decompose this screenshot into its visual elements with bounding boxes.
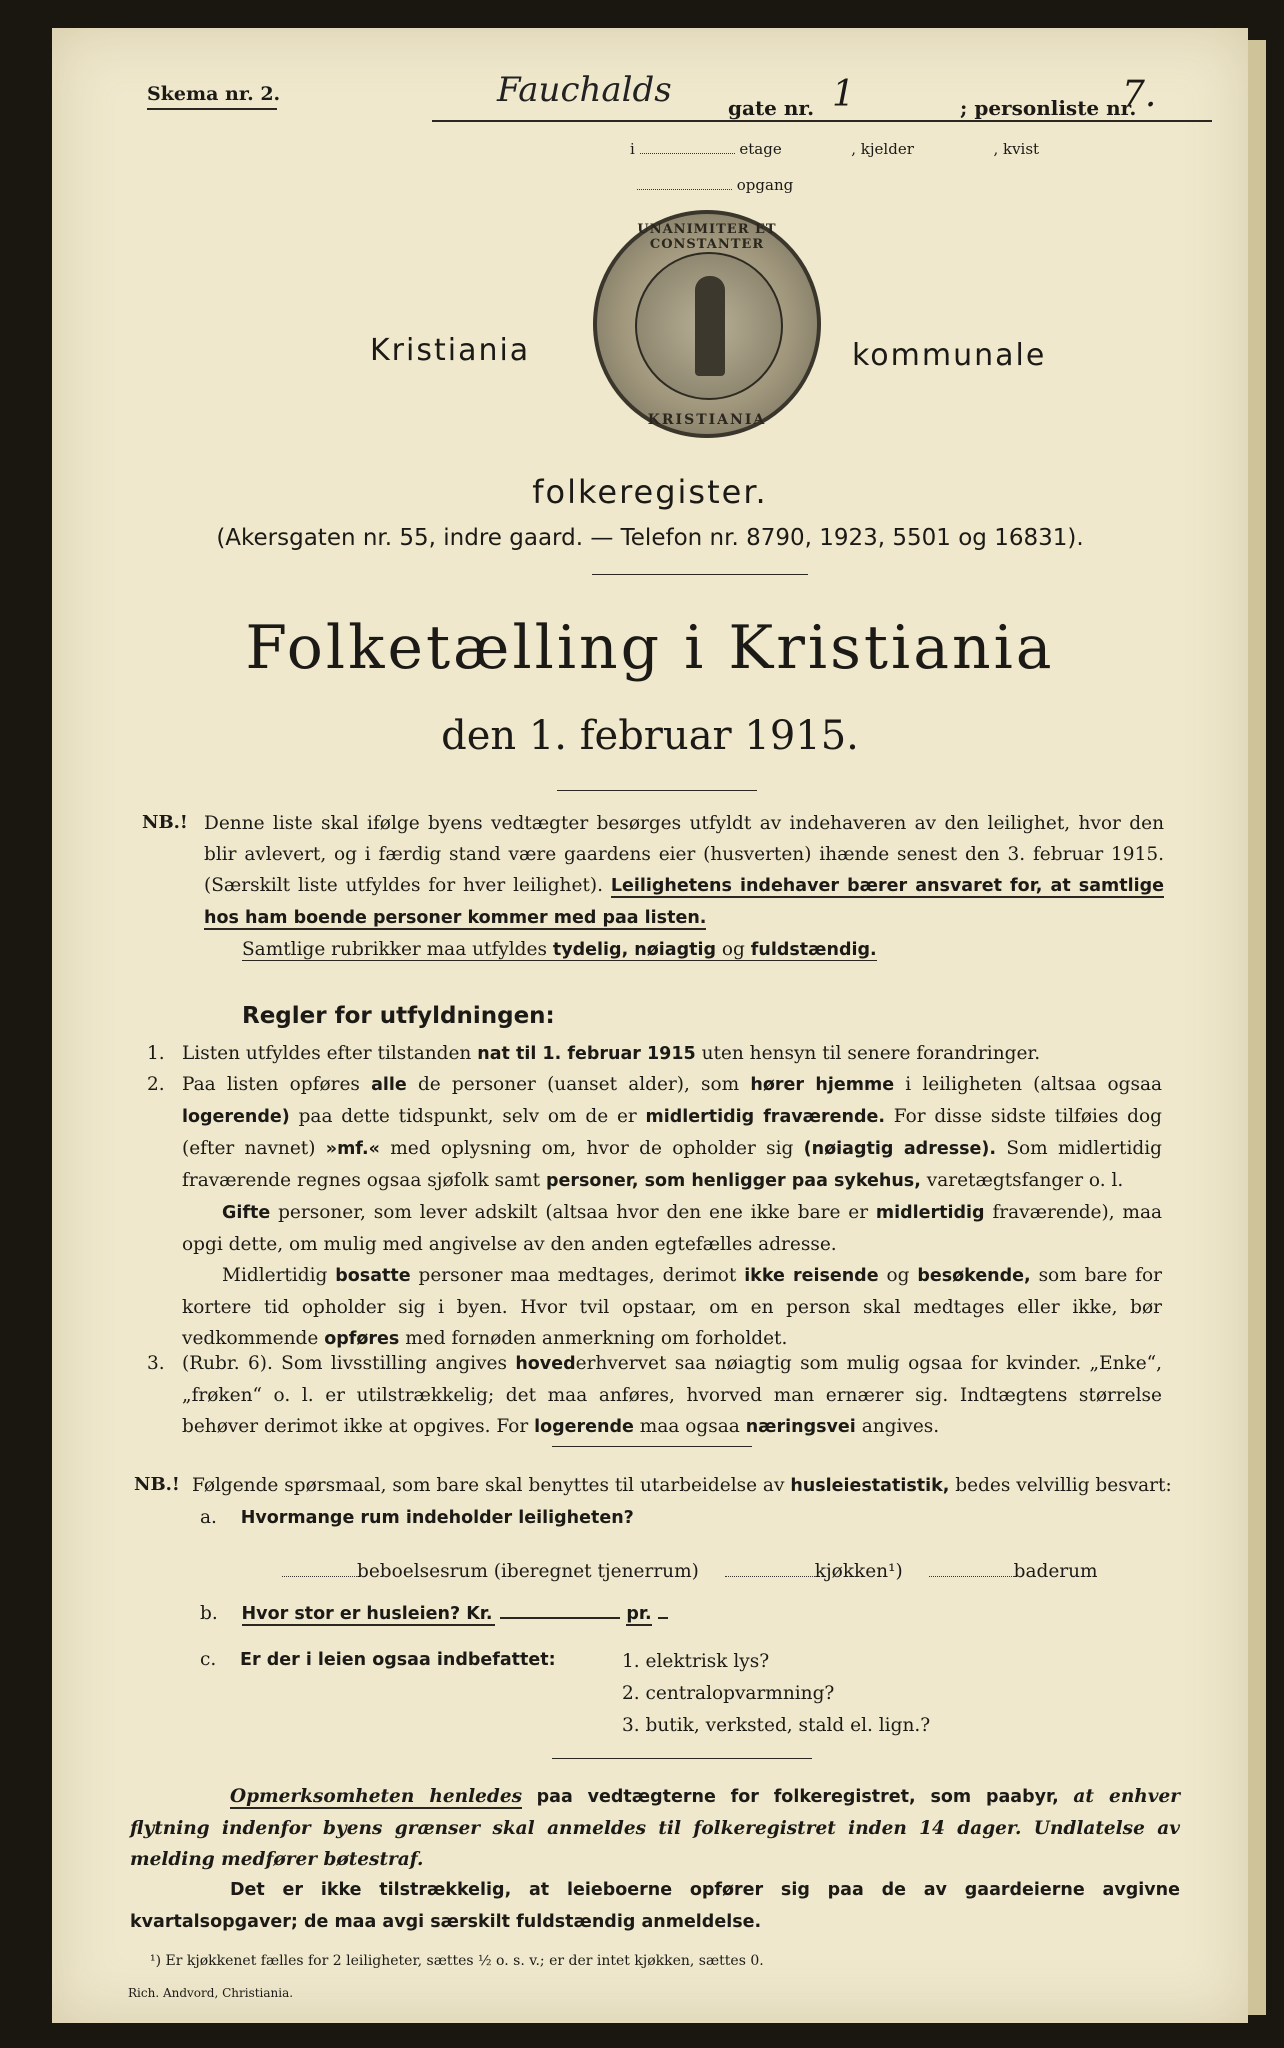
beboelsesrum-field[interactable] bbox=[282, 1576, 357, 1577]
seal-center bbox=[635, 252, 783, 400]
rule-2-text: personer maa medtages, derimot bbox=[418, 1265, 737, 1286]
gate-label: gate nr. bbox=[728, 96, 815, 120]
rule-1-number: 1. bbox=[147, 1043, 165, 1064]
rule-3-text: angives. bbox=[861, 1416, 940, 1437]
rule-3 bbox=[182, 1348, 1162, 1443]
rule-2-bold: Gifte bbox=[222, 1203, 271, 1223]
rent-period-field bbox=[658, 1617, 668, 1619]
baderum-label: baderum bbox=[1013, 1561, 1098, 1582]
nb1-line2-bold2: fuldstændig. bbox=[750, 940, 877, 960]
opgang-line bbox=[637, 176, 793, 194]
rule-2-text: fraværende), maa opgi dette, om mulig med angivelse av den anden egtefælles adresse. bbox=[182, 1202, 1163, 1255]
rule-2-bold: personer, som henligger paa sykehus, bbox=[545, 1171, 921, 1191]
kjokken-label: kjøkken¹) bbox=[814, 1561, 903, 1582]
nb1-line2 bbox=[242, 934, 877, 966]
rule-2-text: med oplysning om, hvor de opholder sig bbox=[390, 1138, 794, 1159]
rule-2-bold: midlertidig bbox=[875, 1203, 985, 1223]
office-name: folkeregister. bbox=[532, 473, 768, 511]
i-label: i bbox=[630, 140, 635, 158]
rule-2-text: som bare for kortere tid opholder sig i byen. Hvor tvil opstaar, om en person skal medtages eller ikke, bør vedkommende bbox=[182, 1265, 1162, 1349]
question-a-label: a. bbox=[200, 1507, 217, 1528]
nb1-paragraph bbox=[204, 808, 1164, 934]
question-c-label: c. bbox=[200, 1649, 217, 1670]
office-right: kommunale bbox=[852, 338, 1047, 373]
seal-figure-icon bbox=[695, 276, 725, 376]
rule-2-text: de personer (uanset alder), som bbox=[417, 1074, 740, 1095]
header-rule bbox=[432, 120, 1212, 122]
rule-2-text: Paa listen opføres bbox=[182, 1074, 360, 1095]
rule-2-bold: »mf.« bbox=[325, 1139, 380, 1159]
kjelder-label: , kjelder bbox=[851, 140, 914, 158]
closing-notice bbox=[130, 1781, 1180, 1875]
rule-2-bold: besøkende, bbox=[917, 1266, 1031, 1286]
skema-label: Skema nr. 2. bbox=[147, 83, 281, 105]
question-c-option-2[interactable]: 2. centralopvarmning? bbox=[622, 1683, 835, 1704]
rule-3-number: 3. bbox=[147, 1353, 165, 1374]
rule-2-bold: ikke reisende bbox=[744, 1266, 879, 1286]
nb1-line2-bold1: tydelig, nøiagtig bbox=[552, 940, 717, 960]
divider bbox=[552, 1446, 752, 1447]
nb1-bold: Leilighetens indehaver bærer ansvaret for, at samtlige hos ham boende personer kommer med paa listen. bbox=[204, 876, 1165, 928]
etage-label: etage bbox=[739, 140, 782, 158]
divider bbox=[552, 1758, 812, 1759]
rent-period-label: pr. bbox=[626, 1604, 652, 1624]
rule-2-bold: opføres bbox=[324, 1329, 400, 1349]
nb2-label: NB.! bbox=[134, 1474, 180, 1495]
closing-italic: at enhver flytning indenfor byens grænser skal anmeldes til folkeregistret inden 14 dager. Undlatelse av melding medfører bøtestraf. bbox=[130, 1786, 1180, 1870]
rent-amount-field[interactable] bbox=[500, 1617, 620, 1619]
rule-3-text: (Rubr. 6). Som livsstilling angives bbox=[182, 1353, 507, 1374]
document-title: Folketælling i Kristiania bbox=[245, 613, 1055, 683]
closing-bold-text: Det er ikke tilstrækkelig, at leieboerne opfører sig paa de av gaardeierne avgivne kvartalsopgaver; de maa avgi særskilt fuldstændig anmeldelse. bbox=[130, 1880, 1180, 1932]
footnote: ¹) Er kjøkkenet fælles for 2 leiligheter, sættes ½ o. s. v.; er der intet kjøkken, sættes 0. bbox=[150, 1953, 764, 1969]
question-c bbox=[200, 1644, 556, 1676]
rule-2-bold: bosatte bbox=[335, 1266, 411, 1286]
rule-2-text: i leiligheten (altsaa ogsaa bbox=[905, 1074, 1163, 1095]
street-name-handwritten[interactable]: Fauchalds bbox=[497, 70, 672, 110]
etage-field[interactable] bbox=[640, 153, 735, 154]
kjokken-field[interactable] bbox=[725, 1576, 815, 1577]
rule-2-bold: midlertidig fraværende. bbox=[645, 1107, 885, 1127]
rule-2-bold: hører hjemme bbox=[750, 1075, 895, 1095]
question-c-option-1[interactable]: 1. elektrisk lys? bbox=[622, 1651, 770, 1672]
question-c-option-3[interactable]: 3. butik, verksted, stald el. lign.? bbox=[622, 1715, 931, 1736]
question-c-text: Er der i leien ogsaa indbefattet: bbox=[240, 1650, 556, 1670]
question-a-text: Hvormange rum indeholder leiligheten? bbox=[240, 1508, 634, 1528]
office-address: (Akersgaten nr. 55, indre gaard. — Telefon nr. 8790, 1923, 5501 og 16831). bbox=[216, 525, 1084, 551]
rule-2-number: 2. bbox=[147, 1074, 165, 1095]
baderum-field[interactable] bbox=[929, 1576, 1014, 1577]
census-form-page bbox=[52, 28, 1248, 2023]
rule-2-text: Som midlertidig fraværende regnes ogsaa sjøfolk samt bbox=[182, 1138, 1162, 1191]
rule-1-bold: nat til 1. februar 1915 bbox=[477, 1044, 696, 1064]
skema-underline bbox=[147, 108, 277, 110]
rule-3-text: maa ogsaa bbox=[639, 1416, 740, 1437]
nb1-line2-og: og bbox=[721, 939, 745, 960]
nb1-line2-text: Samtlige rubrikker maa utfyldes bbox=[242, 939, 547, 960]
rule-2-text: personer, som lever adskilt (altsaa hvor den ene ikke bare er bbox=[278, 1202, 869, 1223]
personliste-number-handwritten[interactable]: 7. bbox=[1122, 74, 1157, 115]
rule-2 bbox=[182, 1069, 1162, 1355]
divider bbox=[592, 574, 808, 575]
document-subtitle: den 1. februar 1915. bbox=[441, 713, 859, 759]
nb2-intro-end: bedes velvillig besvart: bbox=[955, 1475, 1172, 1496]
rule-1 bbox=[182, 1038, 1167, 1070]
opgang-label: opgang bbox=[736, 176, 794, 194]
rule-2-text: med fornøden anmerkning om forholdet. bbox=[405, 1328, 788, 1349]
beboelsesrum-label: beboelsesrum (iberegnet tjenerrum) bbox=[357, 1561, 699, 1582]
kvist-label: , kvist bbox=[993, 140, 1040, 158]
rule-3-bold: næringsvei bbox=[745, 1417, 856, 1437]
nb-label: NB.! bbox=[142, 812, 188, 833]
nb1-text: Denne liste skal ifølge byens vedtægter besørges utfyldt av indehaveren av den leilighet, hvor den blir avlevert, og i færdig stand være gaardens eier (husverten) ihænde senest den 3. februar 1915. (Særskilt liste utfyldes for hver leilighet). bbox=[204, 813, 1164, 896]
page-edge bbox=[1248, 40, 1266, 2015]
closing-italic-lead: Opmerksomheten henledes bbox=[230, 1786, 523, 1807]
nb2-intro-text: Følgende spørsmaal, som bare skal benyttes til utarbeidelse av bbox=[192, 1475, 785, 1496]
rule-2-bold: alle bbox=[371, 1075, 407, 1095]
rule-1-text-end: uten hensyn til senere forandringer. bbox=[701, 1043, 1041, 1064]
gate-number-handwritten[interactable]: 1 bbox=[832, 74, 855, 115]
rule-2-bold: logerende) bbox=[182, 1107, 290, 1127]
kristiania-seal bbox=[593, 210, 821, 438]
nb2-intro bbox=[192, 1470, 1177, 1502]
rule-2-text: For disse sidste tilføies dog (efter navnet) bbox=[182, 1106, 1162, 1159]
rule-2-bold: (nøiagtig adresse). bbox=[803, 1139, 997, 1159]
question-b bbox=[200, 1598, 668, 1630]
rule-1-text: Listen utfyldes efter tilstanden bbox=[182, 1043, 472, 1064]
seal-city: KRISTIANIA bbox=[647, 412, 767, 428]
rule-3-bold: hoved bbox=[515, 1354, 576, 1374]
rules-title: Regler for utfyldningen: bbox=[242, 1003, 555, 1029]
nb2-intro-bold: husleiestatistik, bbox=[790, 1476, 950, 1496]
rule-3-text: erhvervet saa nøiagtig som mulig ogsaa for kvinder. „Enke“, „frøken“ o. l. er utilstrækkelig; det maa anføres, hvorved man ernærer sig. Indtægtens størrelse behøver derimot ikke at opgives. For bbox=[182, 1353, 1162, 1437]
closing-bold bbox=[130, 1874, 1180, 1938]
question-b-label: b. bbox=[200, 1603, 218, 1624]
floor-line bbox=[630, 140, 1039, 158]
closing-text: paa vedtægterne for folkeregistret, som paabyr, bbox=[536, 1787, 1059, 1807]
question-a-fields bbox=[282, 1556, 1098, 1587]
rule-2-text: Midlertidig bbox=[222, 1265, 328, 1286]
question-b-text: Hvor stor er husleien? Kr. bbox=[241, 1604, 493, 1624]
personliste-label: ; personliste nr. bbox=[960, 96, 1137, 120]
rule-2-text: paa dette tidspunkt, selv om de er bbox=[298, 1106, 637, 1127]
office-left: Kristiania bbox=[370, 333, 531, 368]
rule-2-text: varetægtsfanger o. l. bbox=[926, 1170, 1124, 1191]
opgang-field[interactable] bbox=[637, 189, 732, 190]
printer-mark: Rich. Andvord, Christiania. bbox=[128, 1986, 294, 2000]
rule-3-bold: logerende bbox=[534, 1417, 634, 1437]
question-a bbox=[200, 1502, 634, 1534]
rule-2-text: og bbox=[886, 1265, 910, 1286]
seal-motto: UNANIMITER ET CONSTANTER bbox=[637, 222, 777, 252]
divider bbox=[557, 790, 757, 791]
